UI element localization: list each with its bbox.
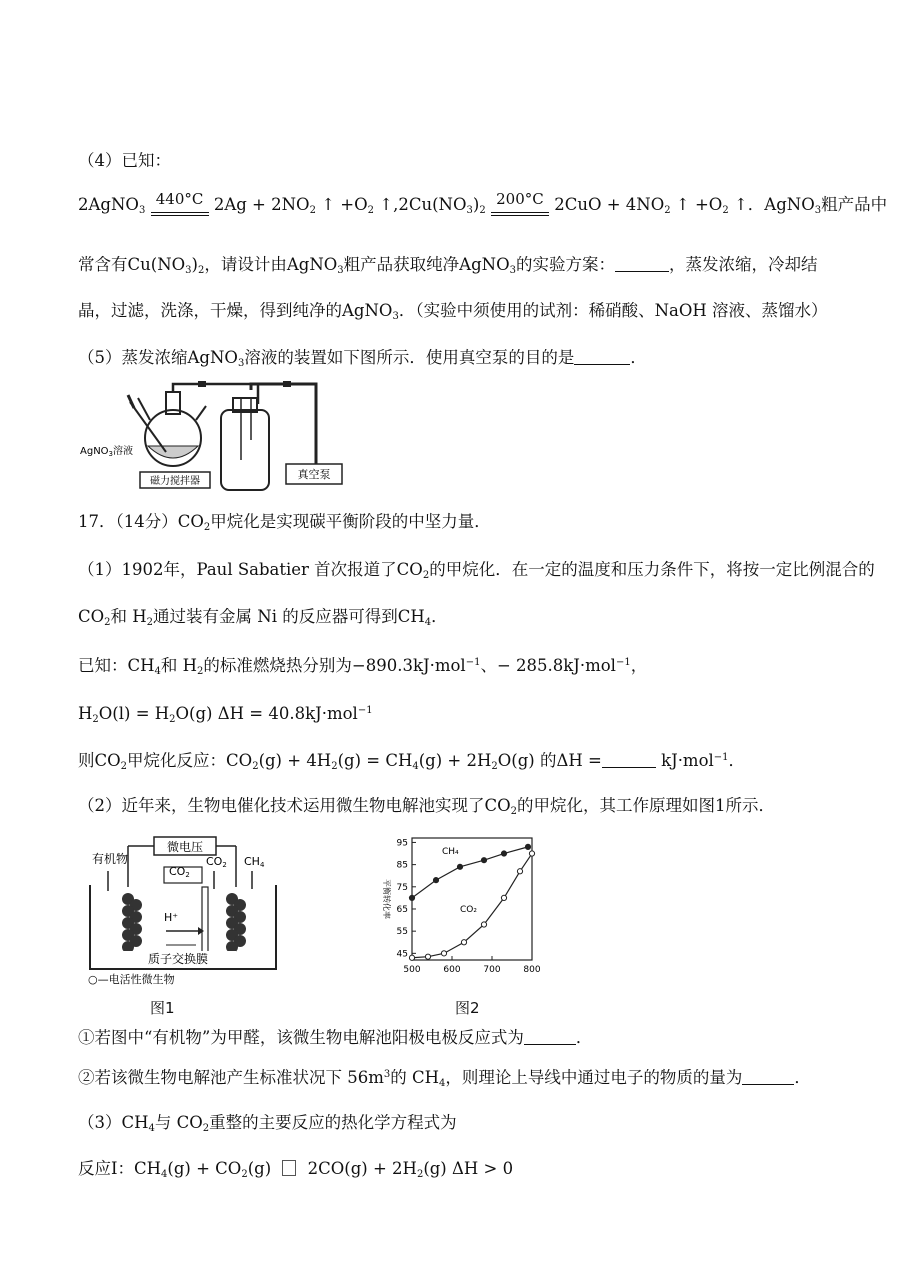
figure2-caption: 图2 bbox=[455, 999, 480, 1017]
q16-5-text: （5）蒸发浓缩AgNO$_3$溶液的装置如下图所示．使用真空泵的目的是 ． bbox=[78, 348, 647, 369]
text-span: ． bbox=[431, 607, 448, 626]
text-span: (g) + CO bbox=[167, 1159, 242, 1178]
text-span: （1）1902年，Paul Sabatier 首次报道了CO bbox=[78, 560, 423, 579]
eq1-arrow bbox=[151, 190, 209, 222]
text-span: CO bbox=[206, 855, 223, 868]
data-point-co2 bbox=[501, 895, 506, 900]
text-span: O(g) 的ΔH = bbox=[497, 751, 602, 770]
eq2-tail: ↑ +O bbox=[675, 195, 723, 214]
text-span: (g) = CH bbox=[337, 751, 413, 770]
eq2-left: ↑,2Cu(NO bbox=[379, 195, 467, 214]
eq1-tail: ↑ +O bbox=[321, 195, 368, 214]
text-span: 与 CO bbox=[154, 1113, 203, 1132]
text-span: （3）CH bbox=[78, 1113, 149, 1132]
text-span: 17．（14分）CO bbox=[78, 512, 204, 531]
text-span: 的甲烷化，其工作原理如图1所示． bbox=[517, 796, 776, 815]
y-tick-label: 75 bbox=[396, 882, 408, 893]
x-tick-label: 600 bbox=[443, 965, 461, 975]
data-point-co2 bbox=[461, 940, 466, 945]
text-span: 的甲烷化．在一定的温度和压力条件下，将按一定比例混合的 bbox=[429, 560, 875, 579]
co2-label-b: CO2 bbox=[206, 855, 227, 869]
x-tick-label: 800 bbox=[523, 965, 541, 975]
text-span: ． bbox=[575, 1028, 593, 1047]
text-span: （2）近年来，生物电催化技术运用微生物电解池实现了CO bbox=[78, 796, 511, 815]
answer-blank[interactable] bbox=[524, 1030, 576, 1045]
q16-4-label: （4）已知： bbox=[78, 151, 171, 170]
text-span: 和 H bbox=[110, 607, 147, 626]
cathode-microbes bbox=[226, 893, 246, 953]
y-tick-label: 45 bbox=[396, 949, 408, 960]
text-span: 的 CH bbox=[390, 1068, 440, 1087]
data-point-co2 bbox=[409, 955, 414, 960]
text-span: (g) + 2H bbox=[418, 751, 492, 770]
co2-label-a: CO2 bbox=[169, 865, 190, 879]
text-span: AgNO bbox=[80, 446, 109, 457]
q17-p5: 则$CO_2$甲烷化反应：$CO_2(g) + 4H_2(g) = CH_4(g) + 2H_2O(g)$ 的ΔH = kJ·mol$^{-1}$． bbox=[78, 751, 746, 772]
membrane-label: 质子交换膜 bbox=[147, 952, 209, 966]
eq1-right: 2Ag + 2NO bbox=[213, 195, 310, 214]
text-span: ． bbox=[794, 1068, 811, 1087]
text-span: (g) bbox=[247, 1159, 272, 1178]
eq2-condition: 200°C bbox=[496, 190, 544, 208]
series-label-ch4: CH₄ bbox=[442, 847, 459, 857]
text-span: 甲烷化是实现碳平衡阶段的中坚力量． bbox=[210, 512, 491, 531]
text-span: ，蒸发浓缩，冷却结 bbox=[669, 255, 818, 274]
answer-blank[interactable] bbox=[574, 350, 630, 365]
data-point-co2 bbox=[529, 851, 534, 856]
text-span: kJ·mol bbox=[661, 751, 714, 770]
x-tick-label: 700 bbox=[483, 965, 501, 975]
agno3-label: AgNO$_3$溶液 bbox=[80, 446, 134, 458]
answer-blank[interactable] bbox=[615, 257, 669, 272]
text-span: CH bbox=[244, 855, 260, 868]
text-span: O(g) ΔH = 40.8kJ·mol bbox=[175, 704, 358, 723]
data-point-ch4 bbox=[525, 844, 530, 849]
pump-label: 真空泵 bbox=[297, 468, 331, 481]
plot-frame bbox=[412, 838, 532, 960]
eq2-right: 2CuO + 4NO bbox=[554, 195, 665, 214]
series-line-ch4 bbox=[412, 847, 528, 898]
text-span: 的标准燃烧热分别为−890.3kJ·mol bbox=[203, 656, 466, 675]
q17-heading: 17．（14分）$CO_2$甲烷化是实现碳平衡阶段的中坚力量． bbox=[78, 512, 491, 533]
data-point-ch4 bbox=[457, 864, 462, 869]
data-point-co2 bbox=[481, 922, 486, 927]
text-span: ． bbox=[728, 751, 746, 770]
text-span: 2CO(g) + 2H bbox=[307, 1159, 417, 1178]
q17-p7: $(3)CH_4$与 $CO_2$重整的主要反应的热化学方程式为 bbox=[78, 1113, 457, 1134]
y-tick-label: 65 bbox=[396, 904, 408, 915]
answer-blank[interactable] bbox=[742, 1070, 794, 1085]
voltage-label: 微电压 bbox=[166, 840, 204, 854]
answer-blank[interactable] bbox=[602, 753, 656, 768]
text-span: 已知：CH bbox=[78, 656, 155, 675]
figure2-chart bbox=[372, 830, 547, 990]
eq-end: ↑．AgNO bbox=[733, 195, 815, 214]
text-span: 重整的主要反应的热化学方程式为 bbox=[209, 1113, 457, 1132]
text-span: ①若图中“有机物”为甲醛，该微生物电解池阳极电极反应式为 bbox=[78, 1028, 524, 1047]
text-span: 溶液的装置如下图所示．使用真空泵的目的是 bbox=[244, 348, 575, 367]
reversible-arrow-icon bbox=[282, 1160, 296, 1176]
microbe-legend: ○—电活性微生物 bbox=[88, 973, 175, 986]
series-label-co2: CO₂ bbox=[460, 905, 477, 915]
text-span: (g) + 4H bbox=[258, 751, 332, 770]
eq-end2: 粗产品中 bbox=[821, 195, 888, 214]
text-span: 粗产品获取纯净AgNO bbox=[343, 255, 510, 274]
text-span: 常含有Cu(NO bbox=[78, 255, 186, 274]
data-point-ch4 bbox=[433, 878, 438, 883]
q17-p4: $H_2O(l) = H_2O(g) \Delta H = 40.8kJ\cdot mol^{-1}$ bbox=[78, 704, 373, 725]
stirrer-label: 磁力搅拌器 bbox=[150, 476, 200, 487]
q16-4-line3: 晶，过滤，洗涤，干燥，得到纯净的AgNO$_3$．（实验中须使用的试剂：稀硝酸、NaOH 溶液、蒸馏水） bbox=[78, 301, 828, 322]
equation-line: 2AgNO$_3$ 440°C $2Ag + 2NO_2$ ↑ $+O_2$ $↑,2Cu(NO_3)_2$ 200°C $2CuO + 4NO_2$ ↑ $+O_2$ ↑．AgNO$_3$粗产品中 bbox=[78, 194, 887, 222]
text-span: 通过装有金属 Ni 的反应器可得到CH bbox=[153, 607, 425, 626]
data-point-co2 bbox=[441, 951, 446, 956]
x-tick-label: 500 bbox=[403, 965, 421, 975]
text-span: 则CO bbox=[78, 751, 121, 770]
q17-p6: （2）近年来，生物电催化技术运用微生物电解池实现了$CO_2$的甲烷化，其工作原理如图1所示． bbox=[78, 796, 776, 817]
text-span: ②若该微生物电解池产生标准状况下 56m bbox=[78, 1068, 384, 1087]
text-span: 反应Ⅰ：CH bbox=[78, 1159, 162, 1178]
organics-label: 有机物 bbox=[92, 852, 129, 866]
q17-p2: $CO_2$和 $H_2$通过装有金属 Ni 的反应器可得到$CH_4$． bbox=[78, 607, 448, 628]
text-span: (g) ΔH > 0 bbox=[423, 1159, 514, 1178]
eq1-left: 2AgNO bbox=[78, 195, 139, 214]
text-span: CO bbox=[78, 607, 105, 626]
text-span: H bbox=[78, 704, 93, 723]
text-span: 、− 285.8kJ·mol bbox=[480, 656, 616, 675]
data-point-ch4 bbox=[501, 851, 506, 856]
y-tick-label: 85 bbox=[396, 860, 408, 871]
text-span: O(l) = H bbox=[98, 704, 170, 723]
q16-4-line2: 常含有$Cu(NO_3)_2$，请设计由AgNO$_3$粗产品获取纯净AgNO$_3$的实验方案： ，蒸发浓缩，冷却结 bbox=[78, 255, 818, 276]
text-span: 和 H bbox=[160, 656, 198, 675]
text-span: 溶液 bbox=[113, 446, 134, 457]
q17-sub2: ②若该微生物电解池产生标准状况下 $56m^3$的 $CH_4$，则理论上导线中通过电子的物质的量为 ． bbox=[78, 1068, 811, 1089]
ch4-label: CH4 bbox=[244, 855, 265, 869]
text-span: ，请设计由AgNO bbox=[204, 255, 338, 274]
text-span: ， bbox=[630, 656, 648, 675]
text-span: 的实验方案： bbox=[516, 255, 615, 274]
data-point-ch4 bbox=[481, 858, 486, 863]
q17-p1: （1）1902年，Paul Sabatier 首次报道了$CO_2$的甲烷化．在一定的温度和压力条件下，将按一定比例混合的 bbox=[78, 560, 875, 581]
data-point-ch4 bbox=[409, 895, 414, 900]
eq1-condition: 440°C bbox=[155, 190, 204, 208]
anode-microbes bbox=[122, 893, 142, 953]
evaporation-apparatus-figure bbox=[78, 380, 348, 495]
y-tick-label: 95 bbox=[396, 838, 408, 849]
text-span: CO bbox=[169, 865, 186, 878]
y-axis-label: 平衡转化率 bbox=[382, 879, 391, 919]
text-span: 晶，过滤，洗涤，干燥，得到纯净的AgNO bbox=[78, 301, 393, 320]
y-tick-label: 55 bbox=[396, 927, 408, 938]
data-point-co2 bbox=[425, 954, 430, 959]
h-plus-label: H⁺ bbox=[164, 911, 179, 924]
text-span: （5）蒸发浓缩AgNO bbox=[78, 348, 238, 367]
eq2-arrow bbox=[491, 190, 549, 222]
text-span: ，则理论上导线中通过电子的物质的量为 bbox=[445, 1068, 743, 1087]
text-span: 甲烷化反应：CO bbox=[127, 751, 253, 770]
text-span: ．（实验中须使用的试剂：稀硝酸、NaOH 溶液、蒸馏水） bbox=[398, 301, 828, 320]
q17-p8: 反应Ⅰ：$CH_4(g) + CO_2(g) 2CO(g) + 2H_2(g) \Delta H > 0$ bbox=[78, 1159, 514, 1180]
q17-sub1 bbox=[78, 1027, 592, 1049]
figure1-caption: 图1 bbox=[150, 999, 175, 1017]
text-span: ． bbox=[630, 348, 647, 367]
q17-p3: 已知：$CH_4$和 $H_2$的标准燃烧热分别为−890.3kJ·mol$^{-1}$、− 285.8kJ·mol$^{-1}$， bbox=[78, 656, 648, 677]
data-point-co2 bbox=[517, 869, 522, 874]
figure1-electrolysis-cell bbox=[84, 833, 284, 988]
